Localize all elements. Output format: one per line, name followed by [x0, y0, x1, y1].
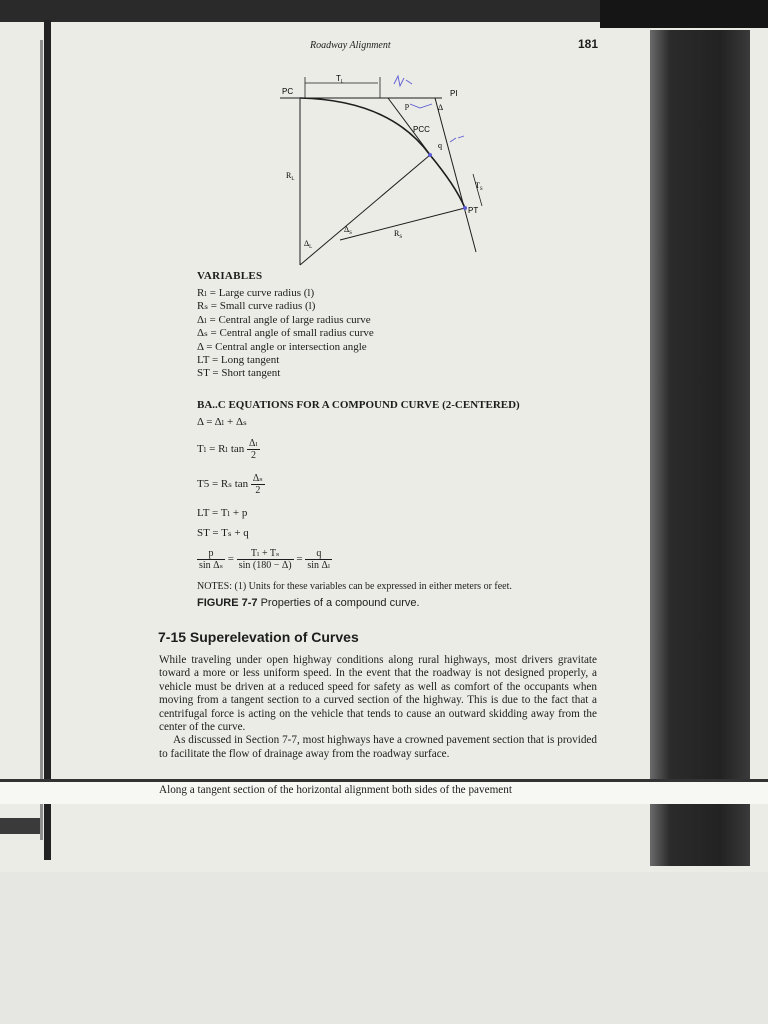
- ratio-p-fraction: [197, 548, 225, 571]
- label-tl: $T_L$: [336, 74, 344, 85]
- figure-notes: NOTES: (1) Units for these variables can be expressed in either meters or feet.: [197, 581, 512, 592]
- equations-title: BA..C EQUATIONS FOR A COMPOUND CURVE (2-CENTERED): [197, 399, 520, 411]
- equation-ts-num: Δₛ: [252, 473, 263, 484]
- equation-tl-fraction: [247, 438, 260, 461]
- ratio-t-num: Tₗ + Tₛ: [237, 548, 294, 560]
- pt-marker: [463, 206, 467, 210]
- ratio-p-num: p: [197, 548, 225, 560]
- ratio-equals-2: =: [296, 553, 303, 566]
- paragraph: As discussed in Section 7-7, most highways have a crowned pavement section that is provided to facilitate the flow of drainage away from the roadway surface.: [159, 734, 597, 760]
- label-pcc: PCC: [413, 125, 430, 134]
- equation-tl-num: Δₗ: [249, 438, 258, 449]
- figure-caption-text: Properties of a compound curve.: [260, 597, 420, 609]
- pcc-marker: [428, 153, 432, 157]
- ratio-q-num: q: [305, 548, 332, 560]
- ratio-q-fraction: [305, 548, 332, 571]
- variables-list: [197, 287, 374, 381]
- equation-delta-sum: Δ = Δₗ + Δₛ: [197, 416, 247, 428]
- equation-ts: [197, 473, 265, 496]
- variable-item: Δ = Central angle or intersection angle: [197, 340, 367, 353]
- equation-ts-den: 2: [255, 485, 261, 496]
- ratio-t-fraction: [237, 548, 294, 571]
- equation-tl-lhs: Tₗ = Rₗ tan: [197, 443, 245, 456]
- variable-item: Rₗ = Large curve radius (l): [197, 287, 315, 299]
- variable-item: Δₛ = Central angle of small radius curve: [197, 327, 374, 340]
- figure-caption-label: FIGURE 7-7: [197, 597, 258, 609]
- section-heading: 7-15 Superelevation of Curves: [158, 629, 359, 645]
- label-pt: PT: [468, 206, 479, 215]
- compound-curve-figure: [270, 70, 500, 270]
- ratio-q-den: sin Δₗ: [307, 560, 331, 571]
- ratio-p-den: sin Δₛ: [199, 560, 223, 571]
- scan-left-shadow: [44, 20, 51, 860]
- scan-artifact-block: [0, 818, 40, 834]
- label-pi: PI: [450, 89, 458, 98]
- label-delta-l: $\Delta_L$: [304, 239, 313, 250]
- scan-left-shadow-faint: [40, 40, 43, 840]
- radius-small-diagonal: [340, 208, 465, 240]
- label-rs: $R_S$: [394, 229, 403, 240]
- scan-top-shadow-dark: [600, 0, 768, 28]
- scan-right-shadow: [650, 30, 750, 866]
- paragraph: While traveling under open highway conditions along rural highways, most drivers gravitate toward a more or less uniform speed. In the event that the roadway is not designed properly, a vehicle must be driven at a reduced speed for safety as well as comfort of the occupants when moving from a tangent section to a curved section of the highway. This is due to the fact that a centrifugal force is acting on the vehicle that tends to cause an outward skidding away from the center of the curve.: [159, 654, 597, 734]
- ratio-equals-1: =: [227, 553, 234, 566]
- variable-item: ST = Short tangent: [197, 367, 281, 380]
- equation-ratio: [197, 548, 332, 571]
- equation-lt: LT = Tₗ + p: [197, 507, 248, 519]
- paragraph-continuation: Along a tangent section of the horizontal alignment both sides of the pavement: [159, 784, 512, 796]
- label-ts: $T_S$: [475, 181, 483, 192]
- label-p: p: [405, 101, 409, 110]
- page-number: 181: [578, 37, 599, 51]
- section-body: [159, 654, 597, 761]
- equation-tl-den: 2: [250, 450, 256, 461]
- running-head: Roadway Alignment: [310, 40, 391, 51]
- equation-ts-fraction: [251, 473, 265, 496]
- variable-item: Rₛ = Small curve radius (l): [197, 300, 316, 313]
- variables-title: VARIABLES: [197, 270, 263, 282]
- equation-ts-lhs: T5 = Rₛ tan: [197, 478, 249, 491]
- equation-tl: [197, 438, 260, 461]
- small-curve-arc: [430, 155, 465, 208]
- equation-st: ST = Tₛ + q: [197, 527, 249, 539]
- label-delta-s: $\Delta_S$: [344, 225, 352, 236]
- figure-caption: [197, 597, 420, 609]
- scan-bottom-area: [0, 872, 768, 1024]
- label-pc: PC: [282, 87, 294, 96]
- radius-large-diagonal: [300, 155, 430, 265]
- variable-item: Δₗ = Central angle of large radius curve: [197, 313, 371, 326]
- label-q: q: [438, 141, 442, 150]
- large-curve-arc: [300, 98, 430, 155]
- label-rl: $R_L$: [286, 171, 295, 182]
- ratio-t-den: sin (180 − Δ): [238, 560, 292, 571]
- label-delta: Δ: [438, 103, 444, 112]
- variable-item: LT = Long tangent: [197, 354, 280, 367]
